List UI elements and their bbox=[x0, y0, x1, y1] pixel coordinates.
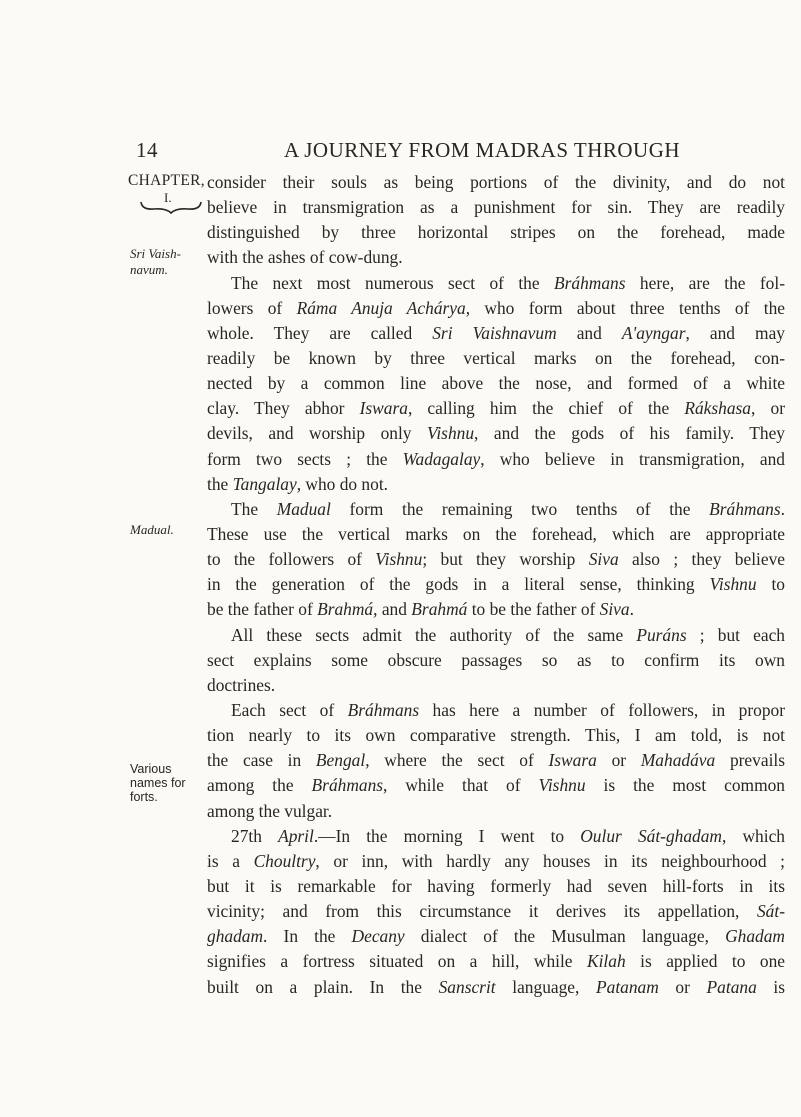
text-line: distinguished by three horizontal stripes on the forehead, made bbox=[207, 222, 785, 243]
text-line: form two sects ; the Wadagalay, who believe in transmigration, and bbox=[207, 448, 786, 469]
text-line: with the ashes of cow-dung. bbox=[207, 247, 403, 268]
brace-icon bbox=[140, 200, 202, 214]
running-title: A JOURNEY FROM MADRAS THROUGH bbox=[284, 138, 681, 162]
text-line: sect explains some obscure passages so as to confirm its own bbox=[207, 649, 785, 670]
text-line: ghadam. In the Decany dialect of the Musulman language, Ghadam bbox=[207, 926, 785, 947]
text-line: clay. They abhor Iswara, calling him the chief of the Rákshasa, or bbox=[207, 398, 785, 419]
text-line: believe in transmigration as a punishment for sin. They are readily bbox=[207, 197, 785, 218]
text-line: the Tangalay, who do not. bbox=[207, 473, 389, 494]
text-line: be the father of Brahmá, and Brahmá to be the father of Siva. bbox=[207, 599, 634, 620]
margin-note-madual: Madual. bbox=[130, 522, 174, 537]
text-line: All these sects admit the authority of the same Puráns ; but each bbox=[231, 624, 785, 645]
text-line: nected by a common line above the nose, and formed of a white bbox=[207, 373, 785, 394]
text-line: in the generation of the gods in a literal sense, thinking Vishnu to bbox=[207, 574, 785, 595]
text-line: among the vulgar. bbox=[207, 800, 333, 821]
text-line: Each sect of Bráhmans has here a number of followers, in propor bbox=[231, 699, 785, 720]
text-line: readily be known by three vertical marks on the forehead, con- bbox=[207, 347, 785, 368]
margin-note-various-names: Various names for forts. bbox=[130, 762, 186, 804]
page-number: 14 bbox=[136, 138, 158, 162]
text-line: devils, and worship only Vishnu, and the gods of his family. They bbox=[207, 423, 786, 444]
chapter-number: I. bbox=[164, 190, 172, 205]
text-line: 27th April.—In the morning I went to Oulur Sát-ghadam, which bbox=[231, 825, 785, 846]
text-line: The Madual form the remaining two tenths of the Bráhmans. bbox=[231, 498, 785, 519]
text-line: but it is remarkable for having formerly had seven hill-forts in its bbox=[207, 875, 785, 896]
text-line: whole. They are called Sri Vaishnavum and A'ayngar, and may bbox=[207, 322, 785, 343]
text-line: vicinity; and from this circumstance it derives its appellation, Sát- bbox=[207, 901, 785, 922]
text-line: signifies a fortress situated on a hill, while Kilah is applied to one bbox=[207, 951, 785, 972]
text-line: is a Choultry, or inn, with hardly any houses in its neighbourhood ; bbox=[207, 850, 785, 871]
body-text bbox=[207, 170, 785, 1000]
text-line: lowers of Ráma Anuja Achárya, who form about three tenths of the bbox=[207, 297, 786, 318]
text-line: built on a plain. In the Sanscrit language, Patanam or Patana is bbox=[207, 976, 786, 997]
text-line: These use the vertical marks on the forehead, which are appropriate bbox=[207, 523, 785, 544]
text-line: doctrines. bbox=[207, 674, 276, 695]
text-line: The next most numerous sect of the Bráhmans here, are the fol- bbox=[231, 272, 786, 293]
text-line: consider their souls as being portions of the divinity, and do not bbox=[207, 172, 785, 192]
text-line: among the Bráhmans, while that of Vishnu is the most common bbox=[207, 775, 785, 796]
margin-note-sri-vaishnavum: Sri Vaish- navum. bbox=[130, 246, 181, 277]
text-line: tion nearly to its own comparative strength. This, I am told, is not bbox=[207, 725, 785, 746]
text-line: to the followers of Vishnu; but they worship Siva also ; they believe bbox=[207, 549, 785, 570]
text-line: the case in Bengal, where the sect of Iswara or Mahadáva prevails bbox=[207, 750, 785, 771]
chapter-label: CHAPTER, bbox=[128, 172, 205, 189]
